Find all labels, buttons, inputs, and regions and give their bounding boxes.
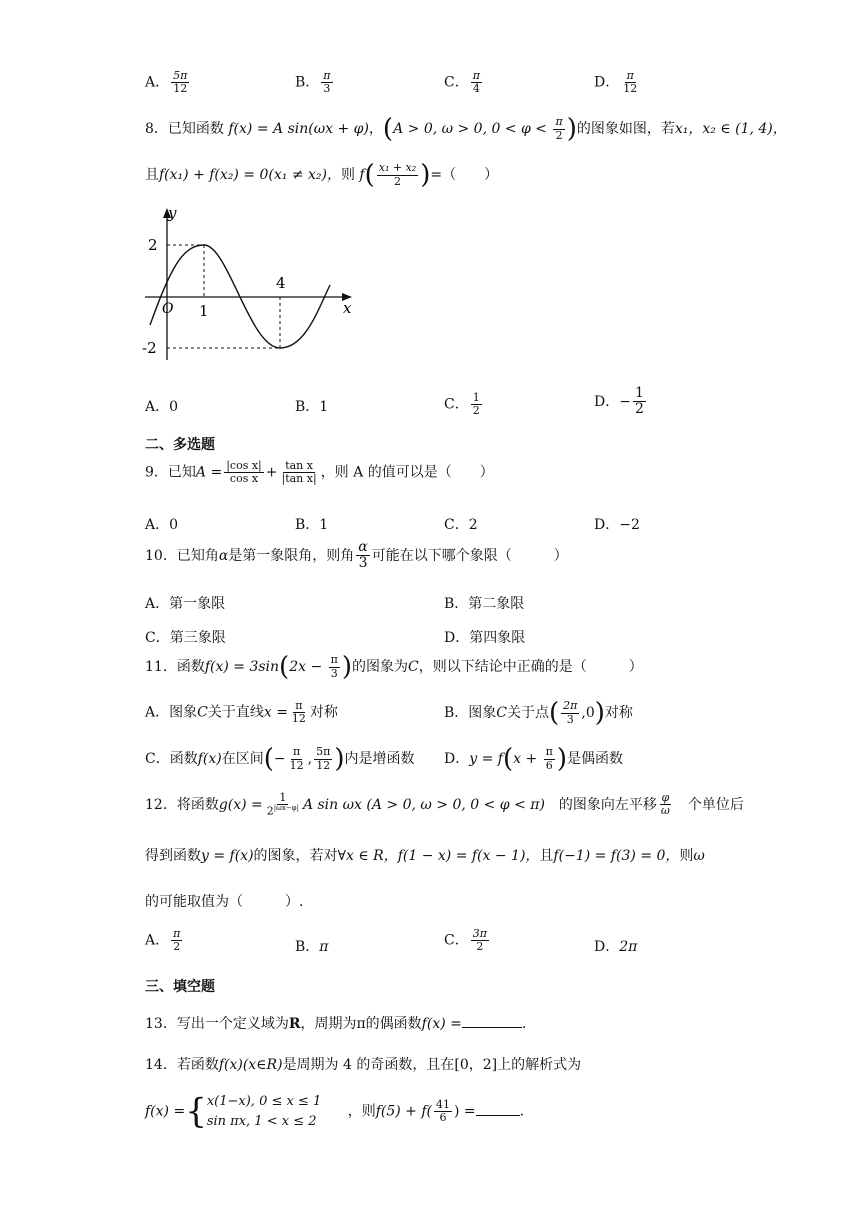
q12-option-b: B．π xyxy=(295,939,329,955)
q11-stem: 11．函数f(x) = 3sin(2x − $\frac{\pi}{3}$ )的图象为C，则以下结论中正确的是（ ） xyxy=(145,652,643,682)
fraction: $\frac{\pi}{12}$ xyxy=(623,69,638,96)
fraction: $\frac{41}{6}$ xyxy=(436,1097,451,1124)
q11-option-a: A．图象C关于直线x = $\frac{\pi}{12}$ 对称 xyxy=(145,699,338,726)
paren-close: ) xyxy=(420,160,431,190)
fraction: $\frac{5\pi}{12}$ xyxy=(316,745,331,772)
q12-stem-line2: 得到函数y = f(x)的图象，若对∀x ∈ R，f(1 − x) = f(x − 1)，且f(−1) = f(3) = 0，则ω xyxy=(145,848,705,864)
q7-option-c xyxy=(444,70,484,95)
q10-option-c: C．第三象限 xyxy=(145,630,226,646)
q9-option-c: C．2 xyxy=(444,517,478,533)
function-name: f xyxy=(359,167,365,183)
question-text: 已知函数 xyxy=(167,121,224,137)
q8-stem-line2 xyxy=(145,162,498,188)
q12-option-a: A． $\frac{\pi}{2}$ xyxy=(145,927,181,954)
fraction: $\frac{\varphi}{\omega}$ xyxy=(660,791,670,818)
option-label: B． xyxy=(295,74,320,91)
fraction: $\frac{\pi}{2}$ xyxy=(555,115,563,142)
question-text: 且 xyxy=(145,167,159,183)
fraction: $\frac{\text{x₁ + x₂}}{2}$ xyxy=(378,161,417,188)
paren-close: ) xyxy=(566,114,577,144)
question-text: 的图象如图，若 xyxy=(576,121,675,137)
fraction: $\frac{\pi}{6}$ xyxy=(545,745,553,772)
q9-option-a: A．0 xyxy=(145,517,179,533)
q11-option-d: D．y = f(x + $\frac{\pi}{6}$ )是偶函数 xyxy=(444,744,624,774)
option-label: C． xyxy=(444,74,469,91)
q12-stem-line3: 的可能取值为（ ）. xyxy=(145,894,304,910)
q7-option-b xyxy=(295,70,335,95)
piecewise-brace: { xyxy=(185,1091,207,1132)
q10-option-d: D．第四象限 xyxy=(444,630,526,646)
q8-option-b: B．1 xyxy=(295,399,329,415)
q9-stem: 9．已知A = $\frac{\text{|cos x|}}{\text{cos x}}$ + $\frac{\text{tan x}}{\text{|tan x|}}$ ，则 A 的值可以是（ ） xyxy=(145,459,494,486)
q11-option-c: C．函数f(x)在区间(− $\frac{\pi}{12}$ , $\frac{5\pi}{12}$ )内是增函数 xyxy=(145,744,415,774)
variables: x₁，x₂ ∈ (1, 4)， xyxy=(674,121,787,137)
origin-label: O xyxy=(162,301,174,317)
q14-stem-line1: 14．若函数f(x)(x∈R)是周期为 4 的奇函数，且在[0，2]上的解析式为 xyxy=(145,1057,582,1073)
question-number: 8． xyxy=(145,121,168,137)
paren-open: ( xyxy=(382,114,394,144)
fraction: $\frac{1}{2}$ xyxy=(472,391,480,418)
fraction: $\frac{\pi}{12}$ xyxy=(289,745,304,772)
q10-option-b: B．第二象限 xyxy=(444,596,525,612)
q8-sine-graph xyxy=(140,200,365,365)
answer-blank[interactable] xyxy=(476,1103,520,1116)
variable-a: A = xyxy=(195,464,223,481)
q12-stem-line1: 12．将函数g(x) = $\frac{1}{2^{|\omega x-\varphi|}}$ A sin ωx (A > 0, ω > 0, 0 < φ < π) 的图象向左平移 $\frac{\varphi}{\omega}$ 个单位后 xyxy=(145,791,744,818)
q12-option-d: D．2π xyxy=(594,939,638,955)
q8-stem-line1: 8．已知函数 f(x) = A sin(ωx + φ)，(A > 0, ω > 0, 0 < φ < $\frac{\pi}{2}$ )的图象如图，若x₁，x₂ ∈ (1, 4)， xyxy=(145,114,787,144)
question-text: 则 xyxy=(340,167,355,183)
q8-option-d: D．− $\frac{1}{2}$ xyxy=(594,385,644,418)
equation: f(x₁) + f(x₂) = 0(x₁ ≠ x₂)， xyxy=(159,167,341,183)
option-label: A． xyxy=(145,74,170,91)
q13-stem: 13．写出一个定义域为R，周期为π的偶函数f(x) = . xyxy=(145,1016,527,1032)
condition: A > 0, ω > 0, 0 < φ < xyxy=(393,121,552,137)
q9-option-b: B．1 xyxy=(295,517,329,533)
q7-option-a xyxy=(145,70,191,95)
fraction: $\frac{\pi}{3}$ xyxy=(330,653,338,680)
fraction: $\frac{\pi}{3}$ xyxy=(323,69,331,96)
fraction: $\frac{\text{|cos x|}}{\text{cos x}}$ xyxy=(226,459,262,486)
option-label: D． xyxy=(594,74,620,91)
x-tick-1-label: 1 xyxy=(199,302,209,320)
answer-blank: =（ ） xyxy=(430,167,499,183)
q8-option-c: C． $\frac{1}{2}$ xyxy=(444,391,480,418)
fraction: $\frac{\pi}{2}$ xyxy=(173,927,181,954)
q11-option-b: B．图象C关于点( $\frac{2\pi}{3}$ ,0)对称 xyxy=(444,698,633,728)
section-heading-fill-blank: 三、填空题 xyxy=(145,979,215,995)
y-bottom-label: -2 xyxy=(142,339,157,357)
fraction: $\frac{5\pi}{12}$ xyxy=(173,69,188,96)
fraction: $\frac{\pi}{4}$ xyxy=(472,69,480,96)
q10-option-a: A．第一象限 xyxy=(145,596,226,612)
q14-stem-line2: f(x) ={ x(1−x), 0 ≤ x ≤ 1 sin πx, 1 < x ≤ 2 ，则f(5) + f( $\frac{41}{6}$ ) = . xyxy=(145,1091,525,1132)
q12-option-c: C． $\frac{3\pi}{2}$ xyxy=(444,927,487,954)
x-axis-label: x xyxy=(343,299,352,317)
piecewise-cases: x(1−x), 0 ≤ x ≤ 1 sin πx, 1 < x ≤ 2 xyxy=(206,1094,322,1129)
section-heading-multi-choice: 二、多选题 xyxy=(145,437,215,453)
q8-option-a: A．0 xyxy=(145,399,179,415)
function-expression: f(x) = A sin(ωx + φ) xyxy=(228,121,369,137)
fraction: $\frac{1}{2^{|\omega x-\varphi|}}$ xyxy=(266,791,299,818)
q10-stem: 10．已知角α是第一象限角，则角 $\frac{\alpha}{3}$ 可能在以下哪个象限（ ） xyxy=(145,539,568,572)
x-tick-4-label: 4 xyxy=(276,274,286,292)
fraction: $\frac{2\pi}{3}$ xyxy=(563,699,578,726)
fraction: $\frac{\alpha}{3}$ xyxy=(358,539,368,572)
y-axis-label: y xyxy=(168,204,177,222)
fraction: $\frac{\pi}{12}$ xyxy=(291,699,306,726)
fraction: $\frac{3\pi}{2}$ xyxy=(472,927,487,954)
q9-option-d: D．−2 xyxy=(594,517,640,533)
fraction: $\frac{\text{tan x}}{\text{|tan x|}}$ xyxy=(281,459,317,486)
paren-open: ( xyxy=(364,160,375,190)
y-top-label: 2 xyxy=(148,236,158,254)
answer-blank[interactable] xyxy=(462,1015,522,1028)
q7-option-d xyxy=(594,70,641,95)
fraction: $\frac{1}{2}$ xyxy=(634,385,644,418)
